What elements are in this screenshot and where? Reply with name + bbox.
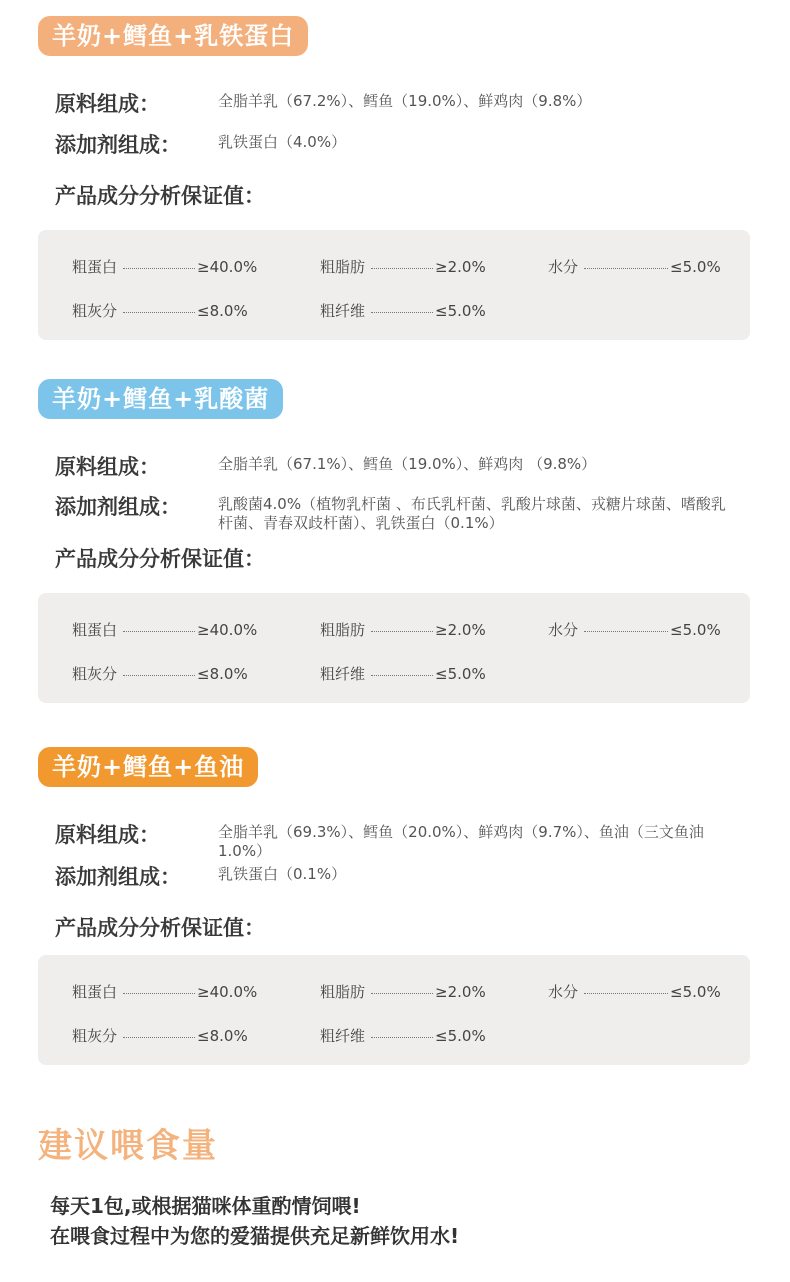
analysis-moisture [548, 256, 721, 277]
analysis-crude-fiber [320, 663, 486, 684]
analysis-name: 水分 [548, 258, 579, 276]
guarantee-label: 产品成分分析保证值： [55, 184, 265, 208]
ingredients-row [55, 88, 750, 114]
feeding-line-1: 每天1包,或根据猫咪体重酌情饲喂! [50, 1194, 361, 1218]
analysis-crude-ash [72, 663, 248, 684]
analysis-value: ≥40.0% [197, 258, 258, 276]
analysis-crude-protein [72, 981, 257, 1002]
analysis-crude-ash [72, 1025, 248, 1046]
feeding-line-2: 在喂食过程中为您的爱猫提供充足新鲜饮用水! [50, 1224, 460, 1248]
analysis-value: ≥2.0% [435, 983, 486, 1001]
analysis-moisture [548, 981, 721, 1002]
guarantee-label: 产品成分分析保证值： [55, 547, 265, 571]
analysis-crude-fat [320, 256, 486, 277]
analysis-value: ≤5.0% [435, 1027, 486, 1045]
additives-row [55, 129, 750, 155]
ingredients-label: 原料组成： [55, 455, 160, 479]
analysis-crude-fiber [320, 1025, 486, 1046]
analysis-box [38, 955, 750, 1065]
analysis-box [38, 593, 750, 703]
ingredients-row [55, 819, 750, 859]
analysis-name: 粗灰分 [72, 302, 118, 320]
analysis-name: 粗脂肪 [320, 258, 366, 276]
analysis-name: 粗纤维 [320, 1027, 366, 1045]
analysis-name: 粗脂肪 [320, 621, 366, 639]
analysis-name: 粗蛋白 [72, 258, 118, 276]
ingredients-value: 全脂羊乳（67.1%）、鳕鱼（19.0%）、鲜鸡肉 （9.8%） [218, 455, 597, 473]
additives-label: 添加剂组成： [55, 495, 181, 519]
analysis-value: ≤5.0% [670, 983, 721, 1001]
analysis-crude-fat [320, 981, 486, 1002]
analysis-value: ≤8.0% [197, 302, 248, 320]
additives-value: 乳酸菌4.0%（植物乳杆菌 、布氏乳杆菌、乳酸片球菌、戎糖片球菌、嗜酸乳杆菌、青春双歧杆菌）、乳铁蛋白（0.1%） [218, 495, 726, 532]
analysis-value: ≤8.0% [197, 665, 248, 683]
analysis-name: 水分 [548, 983, 579, 1001]
analysis-value: ≥2.0% [435, 258, 486, 276]
analysis-name: 粗蛋白 [72, 983, 118, 1001]
analysis-name: 粗纤维 [320, 302, 366, 320]
analysis-value: ≥40.0% [197, 983, 258, 1001]
ingredients-label: 原料组成： [55, 92, 160, 116]
analysis-name: 粗灰分 [72, 665, 118, 683]
analysis-moisture [548, 619, 721, 640]
product-tag: 羊奶+鳕鱼+鱼油 [38, 747, 258, 787]
analysis-value: ≤5.0% [670, 621, 721, 639]
analysis-value: ≥2.0% [435, 621, 486, 639]
analysis-crude-ash [72, 300, 248, 321]
guarantee-label: 产品成分分析保证值： [55, 916, 265, 940]
analysis-crude-fiber [320, 300, 486, 321]
product-tag: 羊奶+鳕鱼+乳酸菌 [38, 379, 283, 419]
analysis-box [38, 230, 750, 340]
analysis-name: 粗灰分 [72, 1027, 118, 1045]
ingredients-row [55, 451, 750, 477]
analysis-value: ≤5.0% [670, 258, 721, 276]
product-tag: 羊奶+鳕鱼+乳铁蛋白 [38, 16, 308, 56]
analysis-value: ≤8.0% [197, 1027, 248, 1045]
additives-value: 乳铁蛋白（0.1%） [218, 865, 347, 883]
analysis-value: ≥40.0% [197, 621, 258, 639]
analysis-name: 粗纤维 [320, 665, 366, 683]
analysis-crude-protein [72, 256, 257, 277]
ingredients-value: 全脂羊乳（67.2%）、鳕鱼（19.0%）、鲜鸡肉（9.8%） [218, 92, 592, 110]
ingredients-value: 全脂羊乳（69.3%）、鳕鱼（20.0%）、鲜鸡肉（9.7%）、鱼油（三文鱼油 1.0%） [218, 823, 704, 860]
analysis-value: ≤5.0% [435, 665, 486, 683]
analysis-value: ≤5.0% [435, 302, 486, 320]
analysis-crude-protein [72, 619, 257, 640]
ingredients-label: 原料组成： [55, 823, 160, 847]
additives-value: 乳铁蛋白（4.0%） [218, 133, 347, 151]
additives-label: 添加剂组成： [55, 865, 181, 889]
additives-row [55, 491, 750, 535]
analysis-name: 水分 [548, 621, 579, 639]
additives-row [55, 861, 750, 887]
analysis-crude-fat [320, 619, 486, 640]
additives-label: 添加剂组成： [55, 133, 181, 157]
analysis-name: 粗蛋白 [72, 621, 118, 639]
feeding-title: 建议喂食量 [38, 1126, 218, 1166]
analysis-name: 粗脂肪 [320, 983, 366, 1001]
